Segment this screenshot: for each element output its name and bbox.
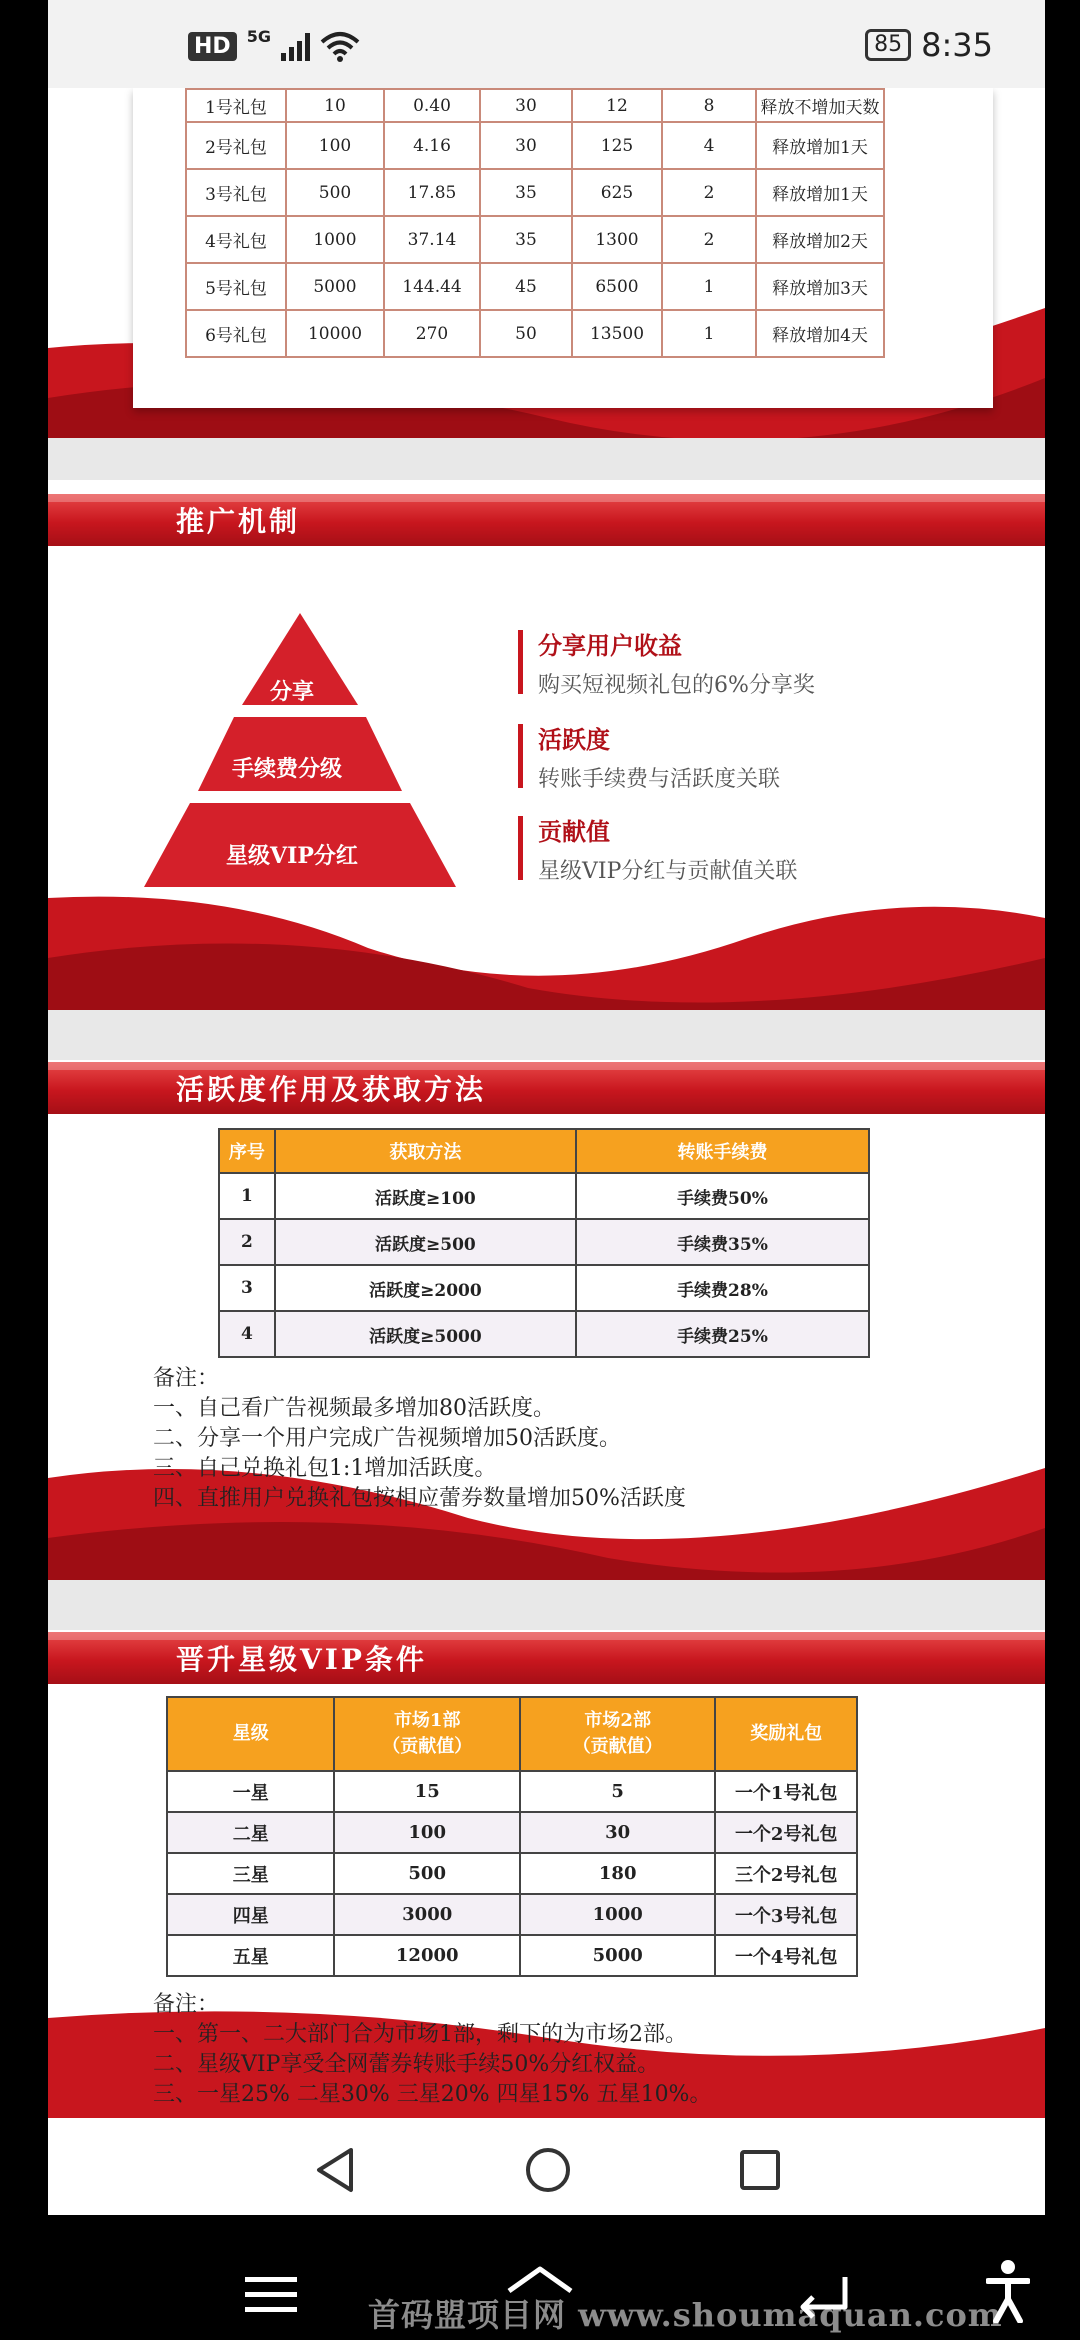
feature-title: 贡献值: [538, 817, 610, 846]
status-left: [188, 26, 360, 62]
vip-header-market1: 市场1部 （贡献值）: [334, 1697, 520, 1771]
table-row: [167, 1812, 857, 1853]
table-cell: 13500: [572, 310, 662, 357]
feature-desc: 星级VIP分红与贡献值关联: [538, 859, 798, 884]
note-line: 一、第一、二大部门合为市场1部，剩下的为市场2部。: [153, 2022, 687, 2047]
table-cell: 一个2号礼包: [715, 1812, 857, 1853]
table-cell: 一个4号礼包: [715, 1935, 857, 1976]
wifi-icon: [320, 30, 360, 62]
promotion-title: 推广机制: [176, 505, 301, 538]
activity-title-band: [48, 1062, 1045, 1114]
table-row: [167, 1771, 857, 1812]
table-cell: 一个3号礼包: [715, 1894, 857, 1935]
table-cell: 5000: [286, 263, 384, 310]
note-line: 四、直推用户兑换礼包按相应蕾券数量增加50%活跃度: [153, 1486, 686, 1511]
battery-icon: 85: [865, 29, 911, 61]
feature-bar: [518, 724, 523, 788]
table-cell: 1000: [520, 1894, 715, 1935]
table-cell: 一个1号礼包: [715, 1771, 857, 1812]
table-cell: 5号礼包: [186, 263, 286, 310]
table-cell: 活跃度≥5000: [275, 1311, 576, 1357]
table-cell: 释放增加1天: [756, 169, 884, 216]
table-cell: 270: [384, 310, 480, 357]
table-cell: 125: [572, 122, 662, 169]
table-cell: 6号礼包: [186, 310, 286, 357]
table-cell: 500: [286, 169, 384, 216]
table-row: [186, 122, 884, 169]
table-row: [167, 1894, 857, 1935]
table-cell: 35: [480, 216, 572, 263]
system-nav-bar: [48, 2118, 1045, 2215]
table-cell: 12: [572, 89, 662, 122]
note-line: 三、一星25% 二星30% 三星20% 四星15% 五星10%。: [153, 2082, 712, 2107]
table-cell: 手续费35%: [576, 1219, 869, 1265]
gift-package-slide: [48, 88, 1045, 458]
table-cell: 活跃度≥100: [275, 1173, 576, 1219]
table-cell: 100: [334, 1812, 520, 1853]
promotion-title-band: [48, 494, 1045, 546]
table-row: [167, 1853, 857, 1894]
vip-header-star: 星级: [167, 1697, 334, 1771]
status-right: [865, 26, 993, 64]
table-cell: 2号礼包: [186, 122, 286, 169]
table-cell: 8: [662, 89, 756, 122]
table-cell: 5: [520, 1771, 715, 1812]
table-cell: 1300: [572, 216, 662, 263]
vip-title: 晋升星级VIP条件: [176, 1643, 427, 1676]
table-cell: 活跃度≥2000: [275, 1265, 576, 1311]
table-cell: 1000: [286, 216, 384, 263]
feature-desc: 转账手续费与活跃度关联: [538, 767, 781, 792]
vip-header-reward: 奖励礼包: [715, 1697, 857, 1771]
table-cell: 30: [520, 1812, 715, 1853]
table-cell: 15: [334, 1771, 520, 1812]
table-row: [219, 1311, 869, 1357]
table-cell: 500: [334, 1853, 520, 1894]
table-cell: 1: [662, 263, 756, 310]
menu-icon[interactable]: [245, 2275, 297, 2315]
vip-header-market2: 市场2部 （贡献值）: [520, 1697, 715, 1771]
table-cell: 四星: [167, 1894, 334, 1935]
vip-title-band: [48, 1632, 1045, 1684]
phone-screen: [48, 0, 1045, 2215]
status-bar: [48, 0, 1045, 88]
table-cell: 30: [480, 89, 572, 122]
note-line: 二、星级VIP享受全网蕾券转账手续50%分红权益。: [153, 2052, 660, 2077]
activity-notes: [153, 1364, 686, 1514]
table-cell: 5000: [520, 1935, 715, 1976]
table-cell: 3: [219, 1265, 275, 1311]
table-cell: 一星: [167, 1771, 334, 1812]
table-row: [186, 263, 884, 310]
watermark-text: 首码盟项目网 www.shoumaquan.com: [368, 2296, 1003, 2334]
activity-table: [218, 1128, 870, 1358]
table-cell: 35: [480, 169, 572, 216]
pyramid-level-share: 分享: [270, 679, 315, 705]
table-cell: 释放增加1天: [756, 122, 884, 169]
back-icon[interactable]: [313, 2146, 357, 2194]
slide-divider: [48, 1598, 1045, 1630]
vip-slide: [48, 1598, 1045, 2118]
table-cell: 4: [662, 122, 756, 169]
table-cell: 625: [572, 169, 662, 216]
table-cell: 6500: [572, 263, 662, 310]
clock: 8:35: [921, 26, 993, 64]
network-label: 5G: [246, 26, 271, 46]
table-cell: 12000: [334, 1935, 520, 1976]
table-cell: 4号礼包: [186, 216, 286, 263]
home-icon[interactable]: [524, 2146, 572, 2194]
table-cell: 二星: [167, 1812, 334, 1853]
note-line: 二、分享一个用户完成广告视频增加50活跃度。: [153, 1426, 621, 1451]
activity-title: 活跃度作用及获取方法: [176, 1073, 487, 1106]
table-cell: 2: [662, 169, 756, 216]
activity-slide: [48, 1028, 1045, 1598]
table-row: [186, 169, 884, 216]
note-line: 备注：: [153, 1992, 220, 2017]
table-cell: 10000: [286, 310, 384, 357]
table-cell: 释放增加3天: [756, 263, 884, 310]
recents-icon[interactable]: [738, 2148, 782, 2192]
table-cell: 4: [219, 1311, 275, 1357]
table-cell: 1号礼包: [186, 89, 286, 122]
table-cell: 手续费50%: [576, 1173, 869, 1219]
table-cell: 144.44: [384, 263, 480, 310]
table-row: [219, 1173, 869, 1219]
table-row: [186, 89, 884, 122]
table-cell: 三星: [167, 1853, 334, 1894]
signal-icon: [281, 31, 310, 61]
table-cell: 17.85: [384, 169, 480, 216]
hd-badge: HD: [188, 32, 237, 61]
table-cell: 1: [219, 1173, 275, 1219]
table-cell: 3号礼包: [186, 169, 286, 216]
table-row: [186, 310, 884, 357]
gift-package-table: [185, 88, 885, 358]
activity-header-method: 获取方法: [275, 1129, 576, 1173]
table-cell: 释放不增加天数: [756, 89, 884, 122]
table-cell: 释放增加4天: [756, 310, 884, 357]
vip-table: [166, 1696, 858, 1977]
table-cell: 2: [219, 1219, 275, 1265]
table-cell: 手续费28%: [576, 1265, 869, 1311]
feature-title: 活跃度: [538, 725, 610, 754]
table-cell: 1: [662, 310, 756, 357]
pyramid-level-vip: 星级VIP分红: [226, 843, 358, 869]
pyramid-level-fee: 手续费分级: [232, 756, 343, 782]
feature-bar: [518, 630, 523, 694]
table-cell: 45: [480, 263, 572, 310]
note-line: 一、自己看广告视频最多增加80活跃度。: [153, 1396, 555, 1421]
table-row: [219, 1219, 869, 1265]
table-cell: 三个2号礼包: [715, 1853, 857, 1894]
gift-table-card: [133, 88, 993, 408]
table-row: [186, 216, 884, 263]
table-row: [167, 1935, 857, 1976]
note-line: 三、自己兑换礼包1:1增加活跃度。: [153, 1456, 497, 1481]
table-row: [219, 1265, 869, 1311]
table-cell: 100: [286, 122, 384, 169]
feature-desc: 购买短视频礼包的6%分享奖: [538, 673, 815, 698]
slide-divider: [48, 1028, 1045, 1060]
table-cell: 2: [662, 216, 756, 263]
vip-notes: [153, 1990, 711, 2110]
table-cell: 10: [286, 89, 384, 122]
table-cell: 活跃度≥500: [275, 1219, 576, 1265]
activity-header-no: 序号: [219, 1129, 275, 1173]
table-cell: 4.16: [384, 122, 480, 169]
table-cell: 50: [480, 310, 572, 357]
table-cell: 180: [520, 1853, 715, 1894]
feature-title: 分享用户收益: [538, 631, 682, 660]
slide-divider: [48, 458, 1045, 480]
feature-bar: [518, 816, 523, 880]
table-cell: 0.40: [384, 89, 480, 122]
activity-header-fee: 转账手续费: [576, 1129, 869, 1173]
table-cell: 五星: [167, 1935, 334, 1976]
note-line: 备注：: [153, 1366, 220, 1391]
table-cell: 释放增加2天: [756, 216, 884, 263]
ribbon-decoration: [48, 878, 1045, 1028]
table-cell: 手续费25%: [576, 1311, 869, 1357]
table-cell: 3000: [334, 1894, 520, 1935]
table-cell: 30: [480, 122, 572, 169]
table-cell: 37.14: [384, 216, 480, 263]
promotion-slide: [48, 458, 1045, 1028]
